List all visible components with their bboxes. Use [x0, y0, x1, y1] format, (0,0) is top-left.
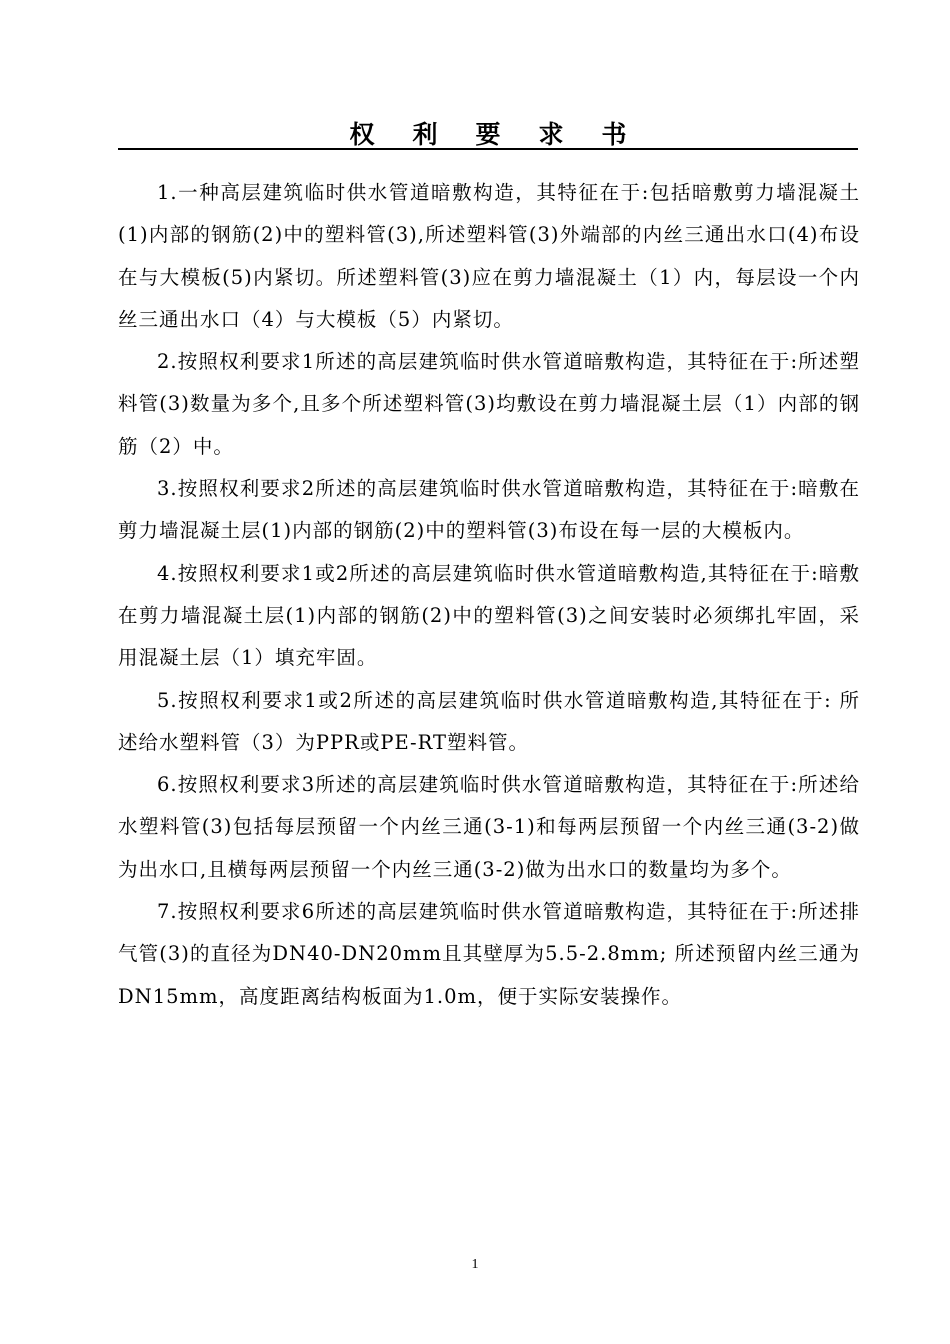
claim-6: 6.按照权利要求3所述的高层建筑临时供水管道暗敷构造，其特征在于:所述给水塑料管(3)包括每层预留一个内丝三通(3-1)和每两层预留一个内丝三通(3-2)做为出水口,且横每两层预留一个内丝三通(3-2)做为出水口的数量均为多个。 — [118, 773, 860, 881]
claim-4: 4.按照权利要求1或2所述的高层建筑临时供水管道暗敷构造,其特征在于:暗敷在剪力墙混凝土层(1)内部的钢筋(2)中的塑料管(3)之间安装时必须绑扎牢固，采用混凝土层（1）填充牢固。 — [118, 561, 860, 670]
claim-7: 7.按照权利要求6所述的高层建筑临时供水管道暗敷构造，其特征在于:所述排气管(3)的直径为DN40-DN20mm且其壁厚为5.5-2.8mm; 所述预留内丝三通为DN15mm，高度距离结构板面为1.0m，便于实际安装操作。 — [118, 900, 860, 1008]
claim-5: 5.按照权利要求1或2所述的高层建筑临时供水管道暗敷构造,其特征在于: 所述给水塑料管（3）为PPR或PE-RT塑料管。 — [118, 688, 860, 754]
claim-1: 1.一种高层建筑临时供水管道暗敷构造，其特征在于:包括暗敷剪力墙混凝土(1)内部的钢筋(2)中的塑料管(3),所述塑料管(3)外端部的内丝三通出水口(4)布设在与大模板(5)内紧切。所述塑料管(3)应在剪力墙混凝土（1）内，每层设一个内丝三通出水口（4）与大模板（5）内紧切。 — [118, 181, 860, 331]
claim-2: 2.按照权利要求1所述的高层建筑临时供水管道暗敷构造，其特征在于:所述塑料管(3)数量为多个,且多个所述塑料管(3)均敷设在剪力墙混凝土层（1）内部的钢筋（2）中。 — [118, 350, 860, 458]
claims-list — [118, 172, 860, 1018]
title-underline — [118, 148, 858, 150]
claim-3: 3.按照权利要求2所述的高层建筑临时供水管道暗敷构造，其特征在于:暗敷在剪力墙混凝土层(1)内部的钢筋(2)中的塑料管(3)布设在每一层的大模板内。 — [118, 477, 860, 543]
document-title: 权利要求书 — [349, 120, 665, 149]
page-number: 1 — [471, 1257, 479, 1272]
